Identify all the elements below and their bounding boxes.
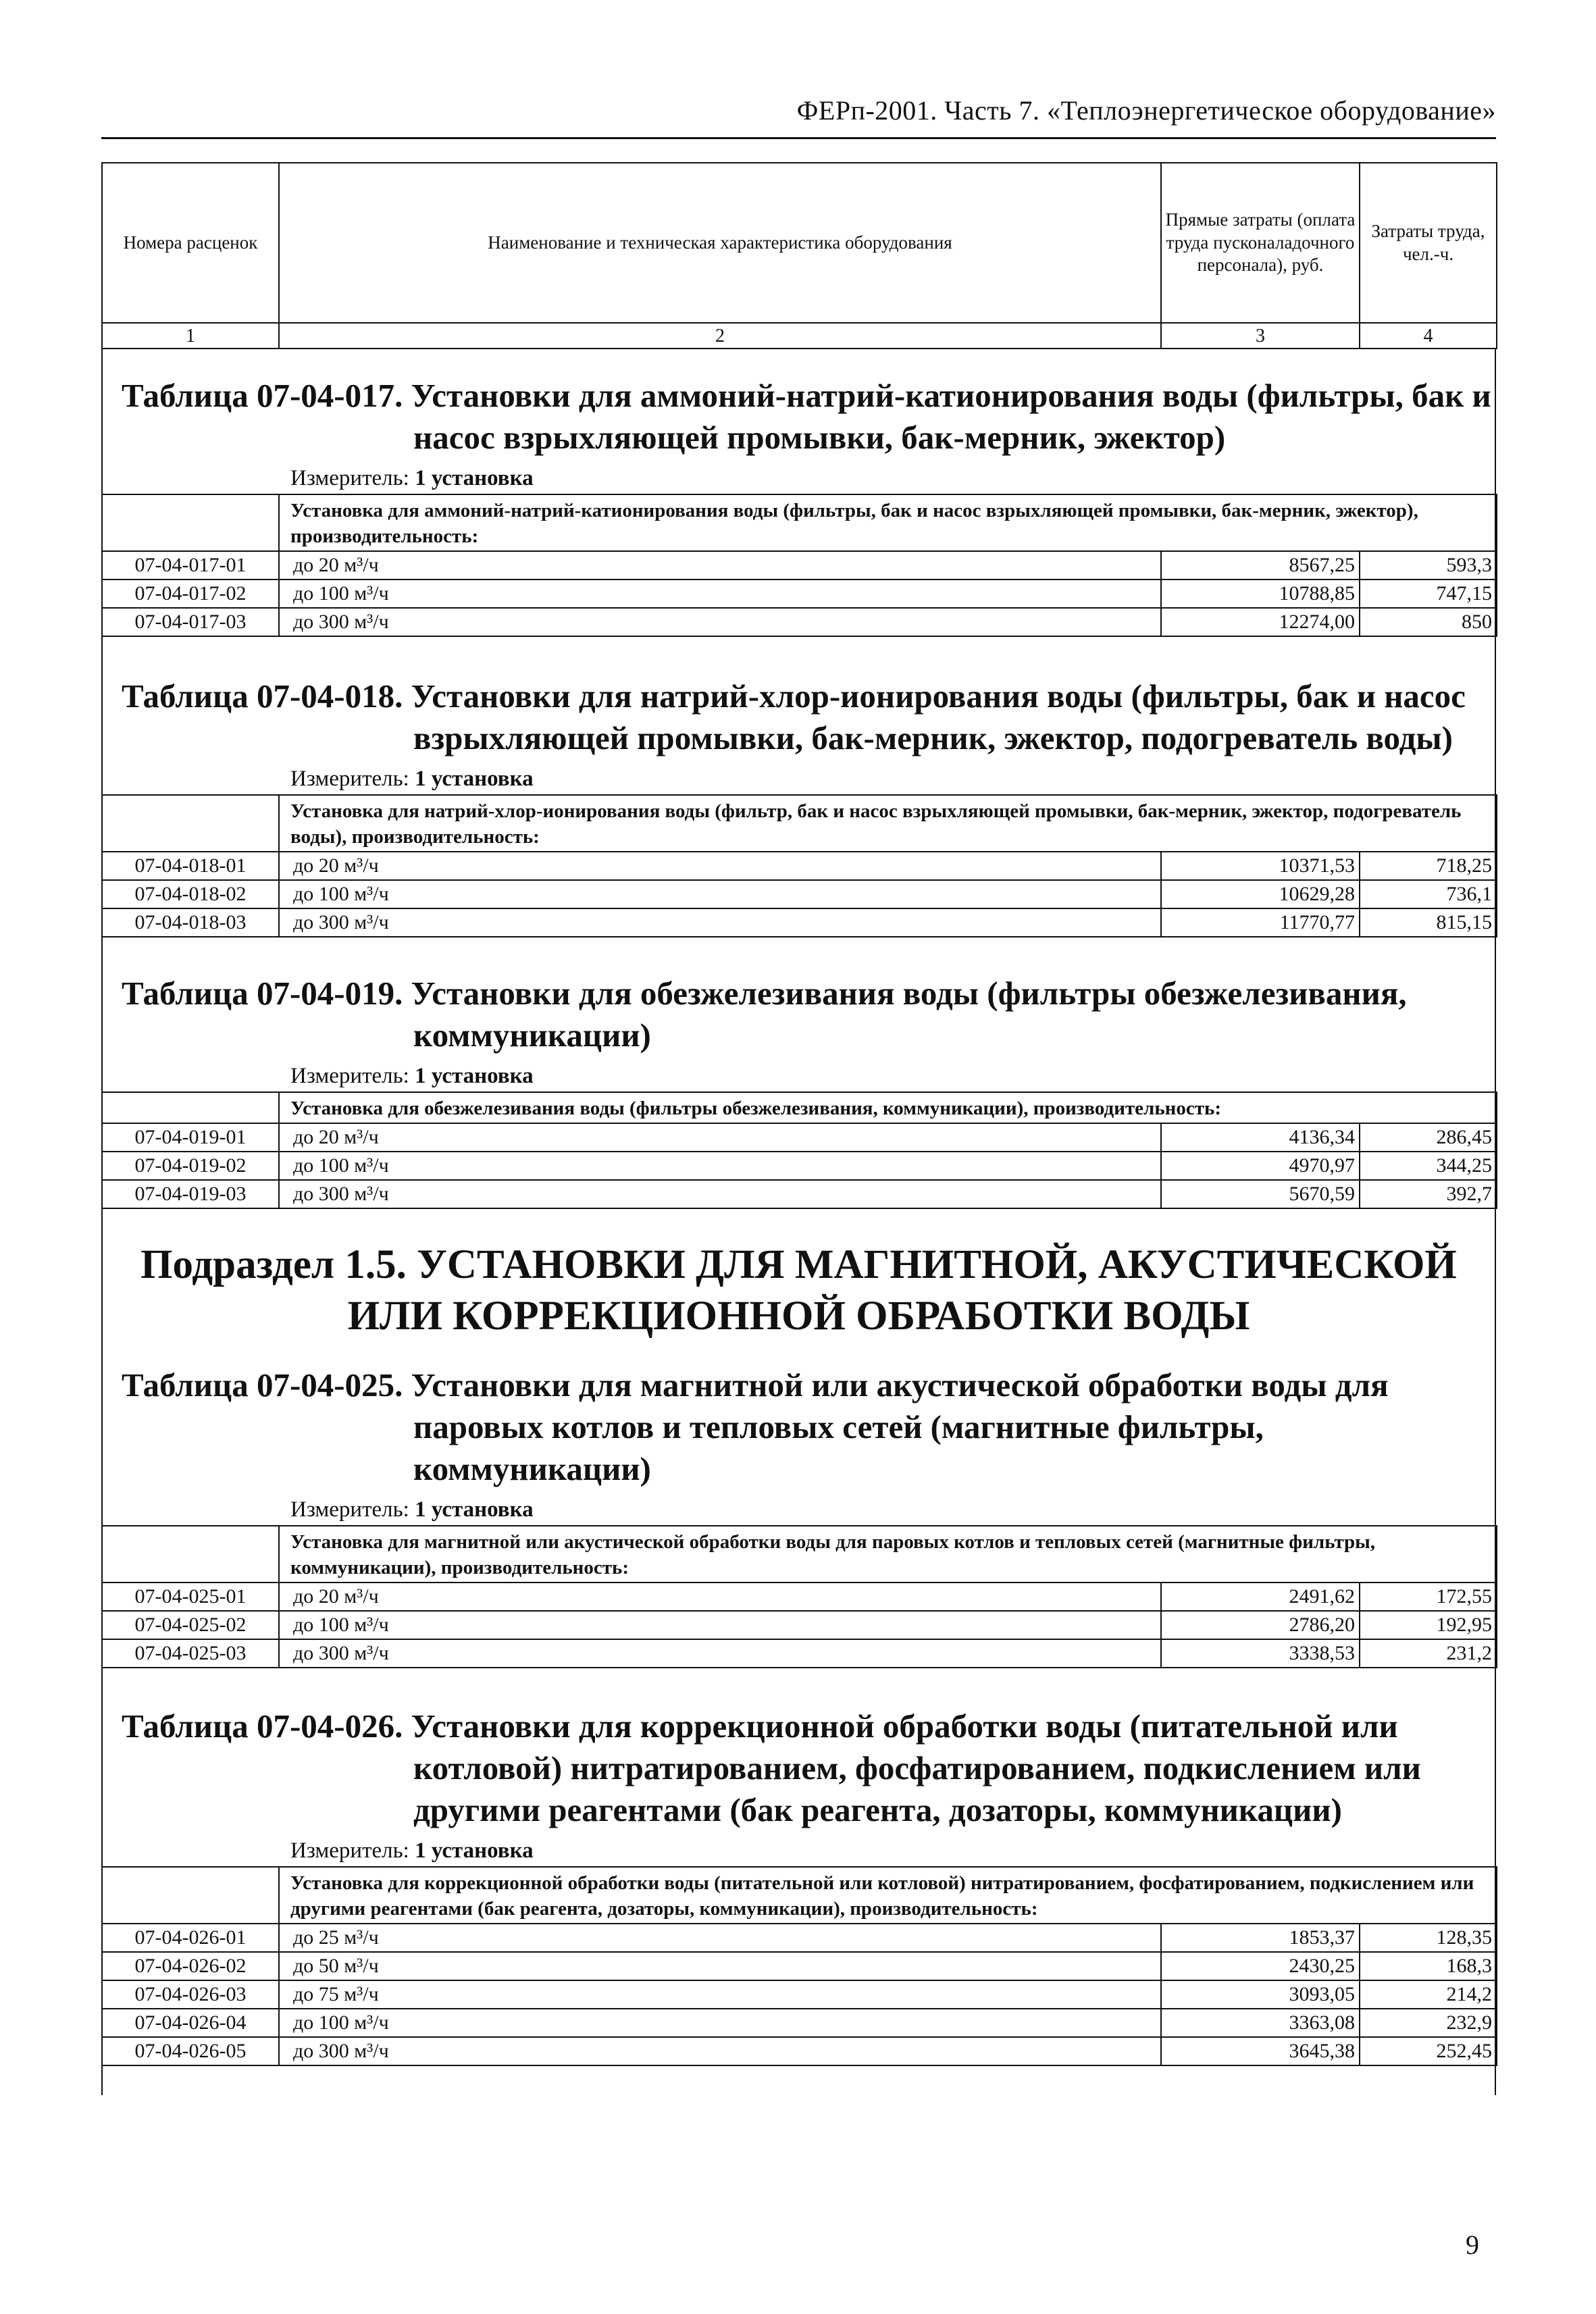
rate-code: 07-04-025-02	[102, 1611, 279, 1639]
rate-labor: 214,2	[1360, 1980, 1497, 2009]
rate-code: 07-04-019-03	[102, 1180, 279, 1208]
table-number: Таблица 07-04-019.	[122, 975, 403, 1012]
rate-capacity: до 20 м³/ч	[279, 852, 1161, 880]
column-header-table	[101, 162, 1497, 349]
table-row	[102, 1180, 1497, 1208]
rate-direct-cost: 2786,20	[1161, 1611, 1360, 1639]
rate-capacity: до 300 м³/ч	[279, 1639, 1161, 1668]
table-title	[101, 973, 1496, 1056]
page-number: 9	[1466, 2230, 1479, 2260]
rate-code: 07-04-017-03	[102, 608, 279, 636]
description-code-cell	[102, 1092, 279, 1123]
rate-code: 07-04-018-01	[102, 852, 279, 880]
table-number: Таблица 07-04-026.	[122, 1707, 403, 1745]
rate-capacity: до 20 м³/ч	[279, 1123, 1161, 1152]
measure-line	[101, 763, 1496, 794]
table-number: Таблица 07-04-018.	[122, 677, 403, 715]
table-block-018	[101, 675, 1496, 937]
measure-label: Измеритель:	[290, 1497, 409, 1522]
table-row	[102, 1123, 1497, 1152]
table-row	[102, 1952, 1497, 1980]
rate-capacity: до 300 м³/ч	[279, 908, 1161, 937]
running-header: ФЕРп-2001. Часть 7. «Теплоэнергетическое оборудование»	[796, 95, 1496, 126]
table-row	[102, 852, 1497, 880]
rate-direct-cost: 4136,34	[1161, 1123, 1360, 1152]
measure-value: 1 установка	[415, 767, 534, 791]
rate-labor: 286,45	[1360, 1123, 1497, 1152]
measure-label: Измеритель:	[290, 466, 409, 490]
table-description: Установка для обезжелезивания воды (фильтры обезжелезивания, коммуникации), производительность:	[279, 1092, 1497, 1123]
rate-capacity: до 100 м³/ч	[279, 580, 1161, 608]
table-title	[101, 1705, 1496, 1831]
rate-direct-cost: 3338,53	[1161, 1639, 1360, 1668]
rate-labor: 815,15	[1360, 908, 1497, 937]
table-row	[102, 1611, 1497, 1639]
table-name: Установки для аммоний-натрий-катионирования воды (фильтры, бак и насос взрыхляющей промывки, бак-мерник, эжектор)	[411, 377, 1491, 456]
section-heading: Подраздел 1.5. УСТАНОВКИ ДЛЯ МАГНИТНОЙ, АКУСТИЧЕСКОЙ ИЛИ КОРРЕКЦИОННОЙ ОБРАБОТКИ ВОДЫ	[140, 1242, 1457, 1339]
rate-code: 07-04-025-01	[102, 1583, 279, 1611]
column-header-cost: Прямые затраты (оплата труда пусконаладочного персонала), руб.	[1161, 163, 1360, 323]
table-row	[102, 1924, 1497, 1952]
rate-direct-cost: 10629,28	[1161, 880, 1360, 908]
measure-line	[101, 463, 1496, 494]
rate-labor: 736,1	[1360, 880, 1497, 908]
rate-direct-cost: 3363,08	[1161, 2009, 1360, 2037]
rate-labor: 392,7	[1360, 1180, 1497, 1208]
table-row	[102, 880, 1497, 908]
rate-direct-cost: 2430,25	[1161, 1952, 1360, 1980]
rate-code: 07-04-026-02	[102, 1952, 279, 1980]
rate-capacity: до 50 м³/ч	[279, 1952, 1161, 1980]
rate-capacity: до 100 м³/ч	[279, 1611, 1161, 1639]
rate-direct-cost: 3093,05	[1161, 1980, 1360, 2009]
description-row	[102, 494, 1497, 551]
measure-value: 1 установка	[415, 466, 534, 490]
column-header-labor: Затраты труда, чел.-ч.	[1360, 163, 1497, 323]
rate-direct-cost: 10788,85	[1161, 580, 1360, 608]
rate-labor: 192,95	[1360, 1611, 1497, 1639]
table-row	[102, 580, 1497, 608]
table-name: Установки для натрий-хлор-ионирования воды (фильтры, бак и насос взрыхляющей промывки, бак-мерник, эжектор, подогреватель воды)	[411, 677, 1466, 756]
column-number-2: 2	[279, 323, 1161, 349]
table-row	[102, 1980, 1497, 2009]
rate-labor: 231,2	[1360, 1639, 1497, 1668]
table-block-025	[101, 1364, 1496, 1668]
description-code-cell	[102, 494, 279, 551]
description-row	[102, 1092, 1497, 1123]
measure-line	[101, 1060, 1496, 1091]
rate-labor: 747,15	[1360, 580, 1497, 608]
table-name: Установки для коррекционной обработки воды (питательной или котловой) нитратированием, фосфатированием, подкислением или другими реагентами (бак реагента, дозаторы, коммуникации)	[411, 1707, 1421, 1828]
rate-capacity: до 100 м³/ч	[279, 1152, 1161, 1180]
rate-direct-cost: 8567,25	[1161, 551, 1360, 580]
description-code-cell	[102, 1867, 279, 1924]
column-number-1: 1	[102, 323, 279, 349]
rates-table	[101, 1866, 1497, 2066]
table-number: Таблица 07-04-025.	[122, 1366, 403, 1404]
measure-label: Измеритель:	[290, 767, 409, 791]
rate-labor: 232,9	[1360, 2009, 1497, 2037]
rate-labor: 344,25	[1360, 1152, 1497, 1180]
description-row	[102, 1526, 1497, 1583]
rates-table	[101, 1525, 1497, 1668]
rate-code: 07-04-026-01	[102, 1924, 279, 1952]
rate-capacity: до 20 м³/ч	[279, 551, 1161, 580]
table-row	[102, 908, 1497, 937]
rate-labor: 252,45	[1360, 2037, 1497, 2065]
measure-label: Измеритель:	[290, 1839, 409, 1863]
rate-labor: 718,25	[1360, 852, 1497, 880]
table-name: Установки для обезжелезивания воды (фильтры обезжелезивания, коммуникации)	[411, 975, 1407, 1054]
rate-capacity: до 300 м³/ч	[279, 1180, 1161, 1208]
column-number-3: 3	[1161, 323, 1360, 349]
column-number-4: 4	[1360, 323, 1497, 349]
table-row	[102, 2009, 1497, 2037]
table-row	[102, 2037, 1497, 2065]
rate-code: 07-04-017-01	[102, 551, 279, 580]
description-code-cell	[102, 795, 279, 852]
table-title	[101, 1364, 1496, 1490]
rate-capacity: до 20 м³/ч	[279, 1583, 1161, 1611]
column-header-name: Наименование и техническая характеристика оборудования	[279, 163, 1161, 323]
rate-direct-cost: 3645,38	[1161, 2037, 1360, 2065]
measure-value: 1 установка	[415, 1064, 534, 1088]
rate-code: 07-04-026-03	[102, 1980, 279, 2009]
rate-code: 07-04-018-03	[102, 908, 279, 937]
table-title	[101, 375, 1496, 459]
rate-capacity: до 300 м³/ч	[279, 608, 1161, 636]
rate-code: 07-04-017-02	[102, 580, 279, 608]
table-description: Установка для магнитной или акустической обработки воды для паровых котлов и тепловых сетей (магнитные фильтры, коммуникации), производительность:	[279, 1526, 1497, 1583]
measure-value: 1 установка	[415, 1839, 534, 1863]
rates-table	[101, 494, 1497, 637]
rate-code: 07-04-018-02	[102, 880, 279, 908]
rates-table	[101, 794, 1497, 937]
rate-code: 07-04-026-04	[102, 2009, 279, 2037]
rate-labor: 128,35	[1360, 1924, 1497, 1952]
rate-code: 07-04-019-02	[102, 1152, 279, 1180]
rates-table	[101, 1091, 1497, 1209]
rate-labor: 593,3	[1360, 551, 1497, 580]
table-block-026	[101, 1705, 1496, 2066]
rate-capacity: до 100 м³/ч	[279, 2009, 1161, 2037]
description-code-cell	[102, 1526, 279, 1583]
column-header-codes: Номера расценок	[102, 163, 279, 323]
description-row	[102, 1867, 1497, 1924]
description-row	[102, 795, 1497, 852]
measure-line	[101, 1494, 1496, 1525]
rate-code: 07-04-026-05	[102, 2037, 279, 2065]
rate-code: 07-04-019-01	[102, 1123, 279, 1152]
rate-labor: 168,3	[1360, 1952, 1497, 1980]
measure-label: Измеритель:	[290, 1064, 409, 1088]
rate-direct-cost: 12274,00	[1161, 608, 1360, 636]
table-name: Установки для магнитной или акустической обработки воды для паровых котлов и тепловых сетей (магнитные фильтры, коммуникации)	[411, 1366, 1389, 1487]
table-description: Установка для коррекционной обработки воды (питательной или котловой) нитратированием, фосфатированием, подкислением или другими реагентами (бак реагента, дозаторы, коммуникации), производительность:	[279, 1867, 1497, 1924]
rate-labor: 850	[1360, 608, 1497, 636]
table-description: Установка для аммоний-натрий-катионирования воды (фильтры, бак и насос взрыхляющей промывки, бак-мерник, эжектор), производительность:	[279, 494, 1497, 551]
rate-direct-cost: 4970,97	[1161, 1152, 1360, 1180]
rate-capacity: до 300 м³/ч	[279, 2037, 1161, 2065]
measure-line	[101, 1835, 1496, 1866]
rate-direct-cost: 5670,59	[1161, 1180, 1360, 1208]
rate-direct-cost: 11770,77	[1161, 908, 1360, 937]
table-description: Установка для натрий-хлор-ионирования воды (фильтр, бак и насос взрыхляющей промывки, бак-мерник, эжектор, подогреватель воды), производительность:	[279, 795, 1497, 852]
table-block-017	[101, 375, 1496, 637]
table-number: Таблица 07-04-017.	[122, 377, 403, 414]
table-row	[102, 608, 1497, 636]
table-row	[102, 551, 1497, 580]
table-row	[102, 1583, 1497, 1611]
table-row	[102, 1639, 1497, 1668]
rate-direct-cost: 1853,37	[1161, 1924, 1360, 1952]
table-title	[101, 675, 1496, 759]
header-rule	[101, 137, 1496, 139]
rate-capacity: до 75 м³/ч	[279, 1980, 1161, 2009]
rate-direct-cost: 2491,62	[1161, 1583, 1360, 1611]
rate-code: 07-04-025-03	[102, 1639, 279, 1668]
rate-direct-cost: 10371,53	[1161, 852, 1360, 880]
table-block-019	[101, 973, 1496, 1209]
rate-capacity: до 100 м³/ч	[279, 880, 1161, 908]
table-row	[102, 1152, 1497, 1180]
rate-labor: 172,55	[1360, 1583, 1497, 1611]
rate-capacity: до 25 м³/ч	[279, 1924, 1161, 1952]
measure-value: 1 установка	[415, 1497, 534, 1522]
